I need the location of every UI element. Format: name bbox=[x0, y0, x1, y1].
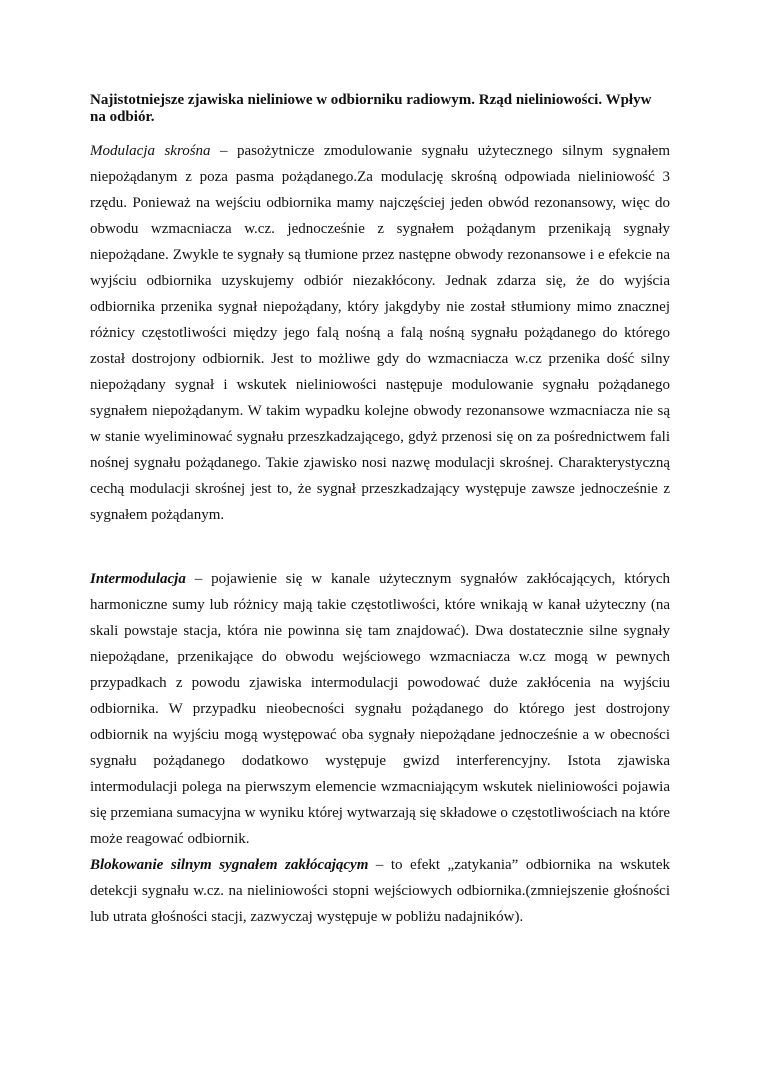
text-cross-modulation: – pasożytnicze zmodulowanie sygnału użytecznego silnym sygnałem niepożądanym z poza pasma pożądanego.Za modulację skrośną odpowiada nieliniowość 3 rzędu. Ponieważ na wejściu odbiornika mamy najczęściej jeden obwód rezonansowy, więc do obwodu wzmacniacza w.cz. jednocześnie z sygnałem pożądanym przenikają sygnały niepożądane. Zwykle te sygnały są tłumione przez następne obwody rezonansowe i e efekcie na wyjściu odbiornika uzyskujemy odbiór niezakłócony. Jednak zdarza się, że do wyjścia odbiornika przenika sygnał niepożądany, który jakgdyby nie został stłumiony mimo znacznej różnicy częstotliwości między jego falą nośną a falą nośną sygnału pożądanego do którego został dostrojony odbiornik. Jest to możliwe gdy do wzmacniacza w.cz przenika dość silny niepożądany sygnał i wskutek nieliniowości następuje modulowanie sygnału pożądanego sygnałem niepożądanym. W takim wypadku kolejne obwody rezonansowe wzmacniacza nie są w stanie wyeliminować sygnału przeszkadzającego, gdyż przenosi się on za pośrednictwem fali nośnej sygnału pożądanego. Takie zjawisko nosi nazwę modulacji skrośnej. Charakterystyczną cechą modulacji skrośnej jest to, że sygnał przeszkadzający występuje zawsze jednocześnie z sygnałem pożądanym. bbox=[90, 143, 670, 523]
document-title: Najistotniejsze zjawiska nieliniowe w odbiorniku radiowym. Rząd nieliniowości. Wpływ na odbiór. bbox=[90, 92, 652, 125]
text-blocking: – to efekt „zatykania” odbiornika na wskutek detekcji sygnału w.cz. na nieliniowości stopni wejściowych odbiornika.(zmniejszenie głośności lub utrata głośności stacji, zazwyczaj występuje w pobliżu nadajników). bbox=[90, 857, 670, 925]
section-blocking bbox=[90, 852, 670, 930]
document-page bbox=[90, 92, 670, 930]
text-intermodulation: – pojawienie się w kanale użytecznym sygnałów zakłócających, których harmoniczne sumy lub różnicy mają takie częstotliwości, które wnikają w kanał użyteczny (na skali powstaje stacja, która nie powinna się tam znajdować). Dwa dostatecznie silne sygnały niepożądane, przenikające do obwodu wejściowego wzmacniacza w.cz mogą w pewnych przypadkach z powodu zjawiska intermodulacji powodować duże zakłócenia na wyjściu odbiornika. W przypadku nieobecności sygnału pożądanego do którego jest dostrojony odbiornik na wyjściu mogą występować oba sygnały niepożądane jednocześnie a w obecności sygnału pożądanego dodatkowo występuje gwizd interferencyjny. Istota zjawiska intermodulacji polega na pierwszym elemencie wzmacniającym wskutek nieliniowości pojawia się przemiana sumacyjna w wyniku której wytwarzają się składowe o częstotliwościach na które może reagować odbiornik. bbox=[90, 571, 670, 847]
section-cross-modulation bbox=[90, 138, 670, 528]
section-intermodulation bbox=[90, 566, 670, 852]
term-blocking: Blokowanie silnym sygnałem zakłócającym bbox=[90, 857, 369, 873]
term-cross-modulation: Modulacja skrośna bbox=[90, 143, 211, 159]
term-intermodulation: Intermodulacja bbox=[90, 571, 186, 587]
